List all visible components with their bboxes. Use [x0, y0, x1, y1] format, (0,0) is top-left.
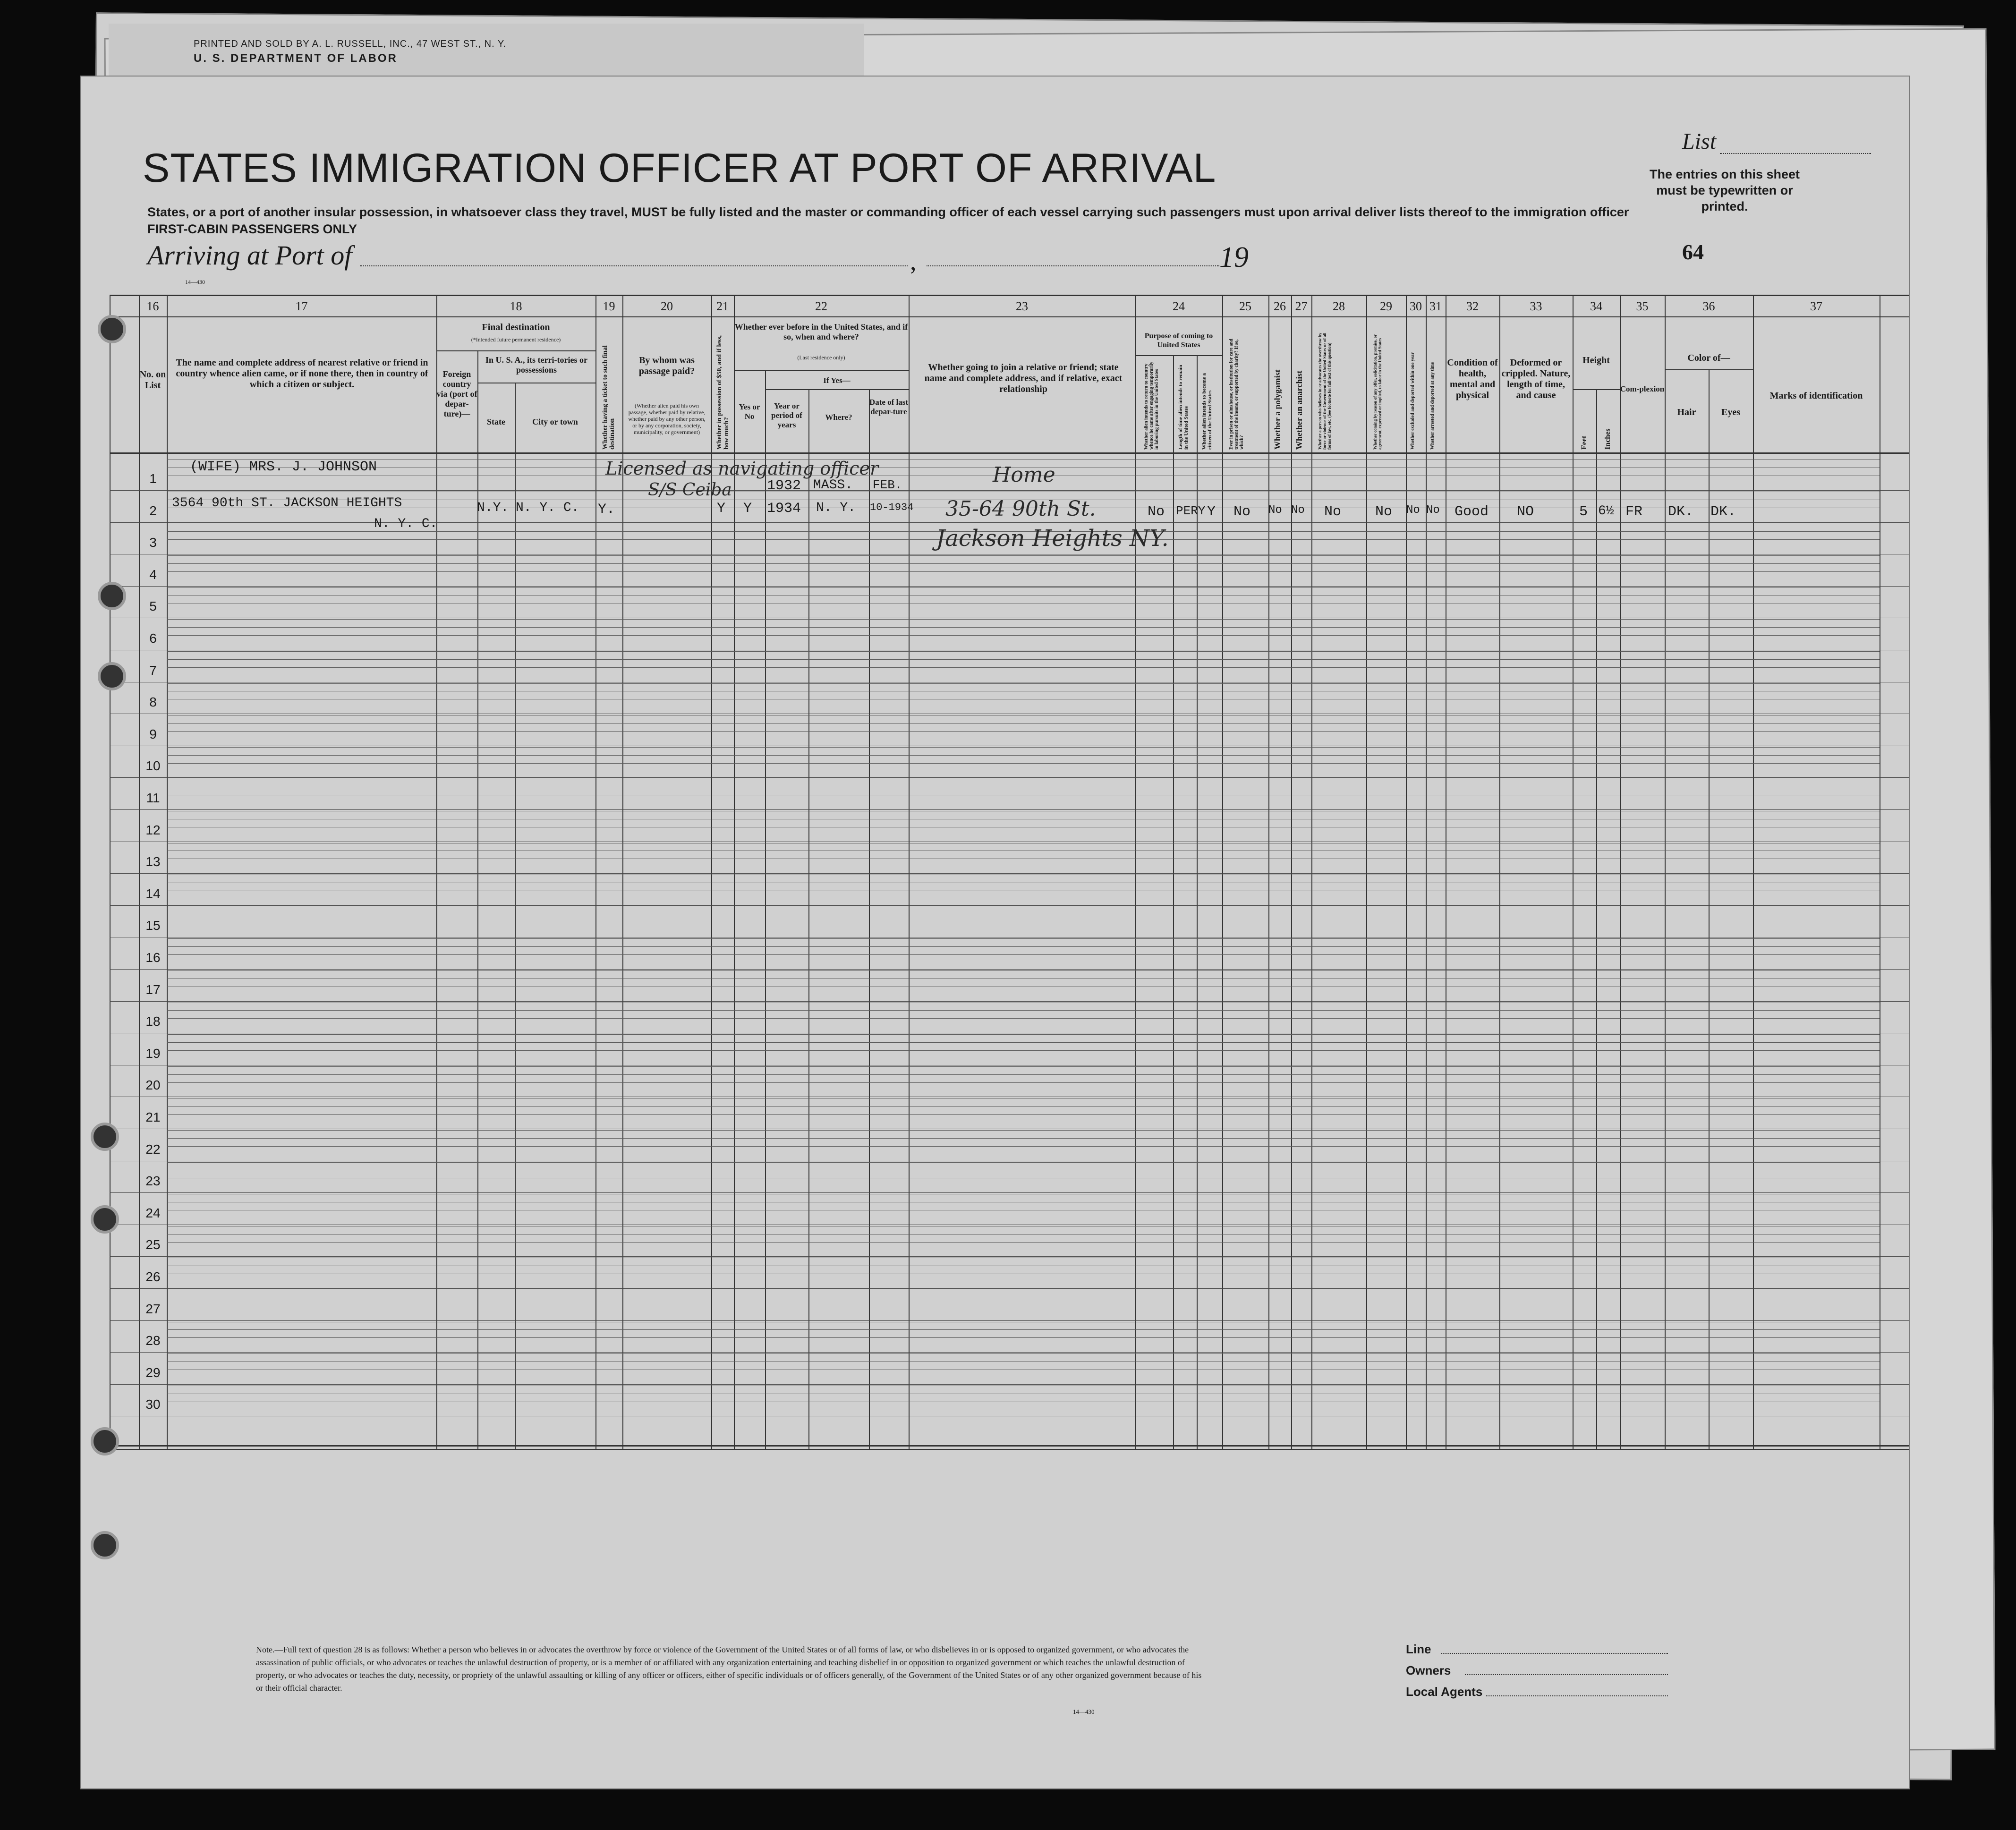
- header-ever-before: Whether ever before in the United States, and if so, when and where?: [734, 322, 908, 341]
- header-marks: Marks of identification: [1769, 391, 1863, 401]
- list-label: List: [1682, 129, 1717, 154]
- colnum-33: 33: [1530, 299, 1542, 313]
- comma-mark: ,: [910, 247, 917, 275]
- row-guide-line: [167, 1138, 1880, 1139]
- entry-height-inches: 6½: [1598, 504, 1614, 519]
- header-inches: Inches: [1604, 428, 1612, 450]
- entry-state: N.Y.: [477, 501, 509, 515]
- row-guide-line: [167, 667, 1880, 668]
- row-guide-line: [167, 683, 1880, 684]
- form-code-top: 14—430: [185, 279, 205, 285]
- row-number: 3: [149, 535, 157, 550]
- header-arrested: Whether arrested and deported at any time: [1430, 362, 1435, 450]
- row-number: 2: [149, 503, 157, 518]
- entry-prison: No: [1233, 504, 1251, 520]
- row-number: 15: [145, 918, 161, 933]
- row-guide-line: [167, 635, 1880, 636]
- punch-hole: [98, 662, 126, 690]
- c22-sub-rule-2: [765, 389, 909, 390]
- row-number: 1: [149, 471, 157, 486]
- header-no-on-list: No. on List: [139, 369, 166, 391]
- row-number: 17: [145, 982, 161, 997]
- row-guide-line: [167, 1353, 1880, 1354]
- row-guide-line: [167, 970, 1880, 971]
- entry-year-1: 1932: [767, 478, 801, 494]
- row-number: 10: [145, 758, 161, 774]
- col-border: [1197, 355, 1198, 1450]
- sheet-instruction: The entries on this sheet must be typewritten or printed.: [1649, 167, 1800, 213]
- colnum-19: 19: [603, 299, 615, 313]
- row-guide-line: [167, 1050, 1880, 1051]
- year-prefix: 19: [1219, 241, 1249, 273]
- header-passage-paid-note: (Whether alien paid his own passage, whether paid by relative, whether paid by any other person, or by any corporation, society, municipality, or government): [628, 402, 706, 435]
- entry-join-relation: Home: [993, 463, 1055, 487]
- row-number: 9: [149, 726, 157, 741]
- page-number: 64: [1682, 240, 1704, 264]
- entry-deformed: NO: [1517, 504, 1534, 520]
- owners-field: [1465, 1674, 1668, 1675]
- entry-where-1: MASS.: [813, 478, 853, 493]
- c18-sub-rule: [436, 350, 595, 351]
- punch-hole: [91, 1205, 119, 1234]
- row-number: 14: [145, 886, 161, 901]
- header-excluded: Whether excluded and deported within one year: [1410, 352, 1415, 450]
- header-hair: Hair: [1677, 407, 1696, 417]
- entry-believer: No: [1324, 504, 1342, 520]
- header-relative: The name and complete address of nearest relative or friend in country whence alien came, or if none there, then in country of which a citizen or subject.: [176, 357, 428, 390]
- row-number: 27: [145, 1301, 161, 1316]
- col-border: [477, 350, 478, 1450]
- row-number: 20: [145, 1078, 161, 1093]
- table-row: [110, 777, 1909, 778]
- table-bottom-rule: [110, 1445, 1909, 1447]
- row-guide-line: [167, 763, 1880, 764]
- header-anarchist: Whether an anarchist: [1294, 370, 1304, 450]
- header-passage-paid: By whom was passage paid?: [638, 355, 695, 376]
- row-number: 5: [149, 599, 157, 614]
- colnum-31: 31: [1429, 299, 1442, 313]
- row-number: 30: [145, 1397, 161, 1412]
- manifest-table: [81, 77, 1909, 1788]
- entry-ever-before: Y: [743, 501, 752, 517]
- row-guide-line: [167, 1082, 1880, 1083]
- colnum-30: 30: [1410, 299, 1422, 313]
- agents-field: [1486, 1695, 1668, 1696]
- entry-anarchist: No: [1291, 504, 1305, 517]
- colnum-36: 36: [1702, 299, 1715, 313]
- header-ever-before-note: (Last residence only): [797, 354, 845, 361]
- entry-complexion: FR: [1625, 504, 1643, 520]
- row-number: 22: [145, 1141, 161, 1157]
- header-purpose-citizen: Whether alien intends to become a citizen of the United States: [1201, 373, 1213, 450]
- header-deformed: Deformed or crippled. Nature, length of time, and cause: [1501, 357, 1571, 400]
- col-border: [110, 295, 111, 1450]
- row-number: 19: [145, 1046, 161, 1061]
- table-row: [110, 490, 1909, 491]
- entry-date-1: FEB.: [873, 478, 902, 492]
- row-number: 7: [149, 663, 157, 678]
- colnum-35: 35: [1636, 299, 1649, 313]
- manifest-sheet: [80, 76, 1910, 1789]
- header-color-of: Color of—: [1687, 353, 1730, 363]
- header-purpose: Purpose of coming to United States: [1144, 332, 1213, 349]
- row-number: 21: [145, 1110, 161, 1124]
- row-guide-line: [167, 571, 1880, 572]
- header-possession-50: Whether in possession of $50, and if less, how much?: [716, 335, 730, 450]
- row-guide-line: [167, 1066, 1880, 1067]
- arriving-label: Arriving at Port of: [147, 240, 352, 271]
- entry-eyes: DK.: [1710, 504, 1736, 520]
- row-guide-line: [167, 1106, 1880, 1107]
- row-guide-line: [167, 946, 1880, 947]
- punch-hole: [91, 1531, 119, 1559]
- row-number: 13: [145, 854, 161, 869]
- row-number: 24: [145, 1205, 161, 1220]
- row-guide-line: [167, 1146, 1880, 1147]
- header-eyes: Eyes: [1721, 407, 1740, 417]
- entry-hair: DK.: [1668, 504, 1694, 520]
- punch-hole: [91, 1123, 119, 1151]
- colnum-27: 27: [1295, 299, 1308, 313]
- row-number: 11: [146, 791, 160, 805]
- line-label: Line: [1406, 1642, 1431, 1656]
- entry-ticket: Y.: [598, 502, 615, 518]
- colnum-21: 21: [716, 299, 729, 313]
- row-guide-line: [167, 938, 1880, 939]
- colnum-22: 22: [815, 299, 827, 313]
- row-number: 23: [145, 1174, 161, 1189]
- footer-note: Note.—Full text of question 28 is as follows: Whether a person who believes in or advocates the overthrow by force or violence of the Government of the United States or of all forms of law, or who disbelieves in or is opposed to organized government, or who advocates the assassination of public officials, or who advocates or teaches the unlawful destruction of property, or is a member of or affiliated with any organization entertaining and teaching disbelief in or opposition to organized government or which teaches the unlawful destruction of property, or who advocates or teaches the duty, necessity, or propriety of the unlawful assaulting or killing of any officer or officers, either of specific individuals or of officers generally, of the Government of the United States or of any other organized government because of his or their official character.: [256, 1645, 1202, 1693]
- table-row: [110, 905, 1909, 906]
- colnum-23: 23: [1016, 299, 1028, 313]
- entry-relative-city: N. Y. C.: [374, 517, 438, 531]
- page-class: FIRST-CABIN PASSENGERS ONLY: [147, 222, 357, 236]
- entry-purpose-length: PERY: [1176, 504, 1206, 518]
- entry-possession-50: Y: [717, 501, 726, 517]
- header-purpose-length: Length of time alien intends to remain in the United States: [1178, 365, 1189, 450]
- table-row: [110, 1001, 1909, 1002]
- entry-passage-paid-vessel: S/S Ceiba: [648, 480, 732, 500]
- table-row: [110, 1192, 1909, 1193]
- header-prison: Ever in prison or almshouse, or institution for care and treatment of the insane, or supported by charity? If so, which?: [1229, 339, 1244, 450]
- form-code: 14—430: [1073, 1708, 1095, 1715]
- table-row: [110, 1320, 1909, 1321]
- top-strip: [109, 24, 864, 76]
- header-if-yes: If Yes—: [823, 376, 851, 385]
- entry-excluded: No: [1406, 504, 1420, 517]
- owners-label: Owners: [1406, 1663, 1451, 1677]
- row-guide-line: [167, 555, 1880, 556]
- header-health: Condition of health, mental and physical: [1447, 357, 1498, 400]
- colnum-18: 18: [510, 299, 522, 313]
- header-polygamist: Whether a polygamist: [1273, 369, 1282, 450]
- header-yes-no: Yes or No: [739, 402, 760, 421]
- table-row: [110, 1256, 1909, 1257]
- row-guide-line: [167, 1010, 1880, 1011]
- header-foreign-country: Foreign country via (port of depar-ture)—: [436, 369, 477, 418]
- row-number: 8: [149, 695, 157, 710]
- printer-credit: PRINTED AND SOLD BY A. L. RUSSELL, INC., 47 WEST ST., N. Y.: [194, 39, 507, 49]
- colnum-28: 28: [1333, 299, 1345, 313]
- header-final-destination-note: (*Intended future permanent residence): [471, 336, 561, 343]
- header-date-departure: Date of last depar-ture: [869, 398, 909, 416]
- entry-polygamist: No: [1268, 504, 1282, 517]
- table-row: [110, 586, 1909, 587]
- row-guide-line: [167, 627, 1880, 628]
- header-ticket: Whether having a ticket to such final destination: [602, 345, 616, 450]
- table-row: [110, 1384, 1909, 1385]
- punch-hole: [91, 1427, 119, 1455]
- row-guide-line: [167, 1114, 1880, 1115]
- col-border: [869, 389, 870, 1450]
- header-purpose-return: Whether alien intends to return to country whence he came after engaging temporarily in laboring pursuits in the United States: [1144, 361, 1159, 450]
- colnum-37: 37: [1810, 299, 1822, 313]
- header-going-to-join: Whether going to join a relative or friend; state name and complete address, and if relative, exact relationship: [924, 362, 1123, 394]
- page-title: STATES IMMIGRATION OFFICER AT PORT OF ARRIVAL: [143, 145, 1216, 191]
- row-guide-line: [167, 1337, 1880, 1338]
- punch-hole: [98, 315, 126, 343]
- colnum-34: 34: [1590, 299, 1602, 313]
- row-guide-line: [167, 747, 1880, 748]
- colnum-32: 32: [1466, 299, 1479, 313]
- header-height: Height: [1582, 355, 1610, 366]
- page-subtitle: States, or a port of another insular possession, in whatsoever class they travel, MUST be fully listed and the master or commanding officer of each vessel carrying such passengers must upon arrival deliver lists thereof to the immigration officer: [147, 205, 1629, 219]
- colnum-26: 26: [1274, 299, 1286, 313]
- header-city: City or town: [532, 417, 578, 426]
- row-number: 25: [145, 1237, 161, 1252]
- col-border: [1173, 355, 1174, 1450]
- header-where: Where?: [825, 413, 852, 422]
- header-state: State: [487, 417, 505, 426]
- colnum-29: 29: [1380, 299, 1392, 313]
- row-guide-line: [167, 954, 1880, 955]
- entry-date-2: 10-1934: [870, 502, 914, 513]
- entry-arrested: No: [1426, 504, 1440, 517]
- row-guide-line: [167, 731, 1880, 732]
- header-complexion: Com-plexion: [1620, 384, 1665, 393]
- entry-where-2: N. Y.: [816, 501, 856, 515]
- row-guide-line: [167, 651, 1880, 652]
- row-guide-line: [167, 659, 1880, 660]
- table-row: [110, 1288, 1909, 1289]
- entry-city: N. Y. C.: [516, 501, 579, 515]
- colnum-25: 25: [1239, 299, 1251, 313]
- table-row: [110, 809, 1909, 810]
- entry-passage-paid: Licensed as navigating officer: [605, 458, 879, 479]
- row-guide-line: [167, 1329, 1880, 1330]
- row-guide-line: [167, 755, 1880, 756]
- colnum-17: 17: [295, 299, 308, 313]
- entry-purpose-return: No: [1148, 504, 1165, 520]
- agents-label: Local Agents: [1406, 1685, 1483, 1699]
- row-guide-line: [167, 1042, 1880, 1043]
- header-final-destination: Final destination: [482, 322, 550, 332]
- row-number: 26: [145, 1269, 161, 1284]
- entry-health: Good: [1455, 504, 1489, 520]
- row-guide-line: [167, 1074, 1880, 1075]
- header-feet: Feet: [1580, 435, 1588, 450]
- row-number: 29: [145, 1365, 161, 1380]
- punch-hole: [98, 582, 126, 610]
- row-number: 6: [149, 631, 157, 646]
- table-top-rule: [110, 295, 1909, 296]
- entry-join-address: 35-64 90th St.: [945, 497, 1096, 521]
- line-field: [1441, 1653, 1668, 1654]
- header-offer: Whether coming by reason of any offer, solicitation, promise, or agreement, expressed or implied, to labor in the United States: [1373, 334, 1382, 450]
- row-number: 4: [149, 567, 157, 582]
- row-guide-line: [167, 1034, 1880, 1035]
- row-guide-line: [167, 1242, 1880, 1243]
- department-name: U. S. DEPARTMENT OF LABOR: [194, 52, 398, 65]
- header-believer: Whether a person who believes in or advocates the overthrow by force or violence of the Government of the United States or of all forms of law, etc. (See footnote for full text of this question): [1318, 332, 1332, 450]
- entry-relative-address: 3564 90th ST. JACKSON HEIGHTS: [172, 496, 402, 511]
- colnum-20: 20: [661, 299, 673, 313]
- header-bottom-rule: [110, 452, 1909, 454]
- row-guide-line: [167, 1162, 1880, 1163]
- col-border: [808, 389, 809, 1450]
- entry-year-2: 1934: [767, 501, 801, 517]
- header-year-period: Year or period of years: [771, 401, 802, 429]
- row-guide-line: [167, 1018, 1880, 1019]
- colnum-24: 24: [1173, 299, 1185, 313]
- entry-join-city: Jackson Heights NY.: [936, 525, 1169, 552]
- c24-sub-rule: [1135, 355, 1222, 356]
- row-guide-line: [167, 563, 1880, 564]
- table-row: [110, 1352, 1909, 1353]
- header-in-usa: In U. S. A., its terri-tories or possessions: [485, 355, 587, 375]
- c22-sub-rule: [734, 370, 909, 371]
- row-number: 28: [145, 1333, 161, 1348]
- row-number: 12: [145, 822, 161, 837]
- entry-purpose-citizen: Y: [1207, 504, 1216, 520]
- table-row: [110, 873, 1909, 874]
- colnum-16: 16: [146, 299, 159, 313]
- entry-offer: No: [1375, 504, 1393, 520]
- row-guide-line: [167, 587, 1880, 588]
- table-bottom-rule-2: [110, 1449, 1909, 1450]
- row-guide-line: [167, 1130, 1880, 1131]
- entry-height-feet: 5: [1579, 504, 1588, 520]
- col-border: [1596, 389, 1597, 1450]
- row-number: 18: [145, 1014, 161, 1029]
- row-guide-line: [167, 619, 1880, 620]
- colnum-rule: [110, 316, 1909, 317]
- entry-relative-name: (WIFE) MRS. J. JOHNSON: [190, 459, 377, 475]
- table-row: [110, 969, 1909, 970]
- row-number: 16: [145, 950, 161, 965]
